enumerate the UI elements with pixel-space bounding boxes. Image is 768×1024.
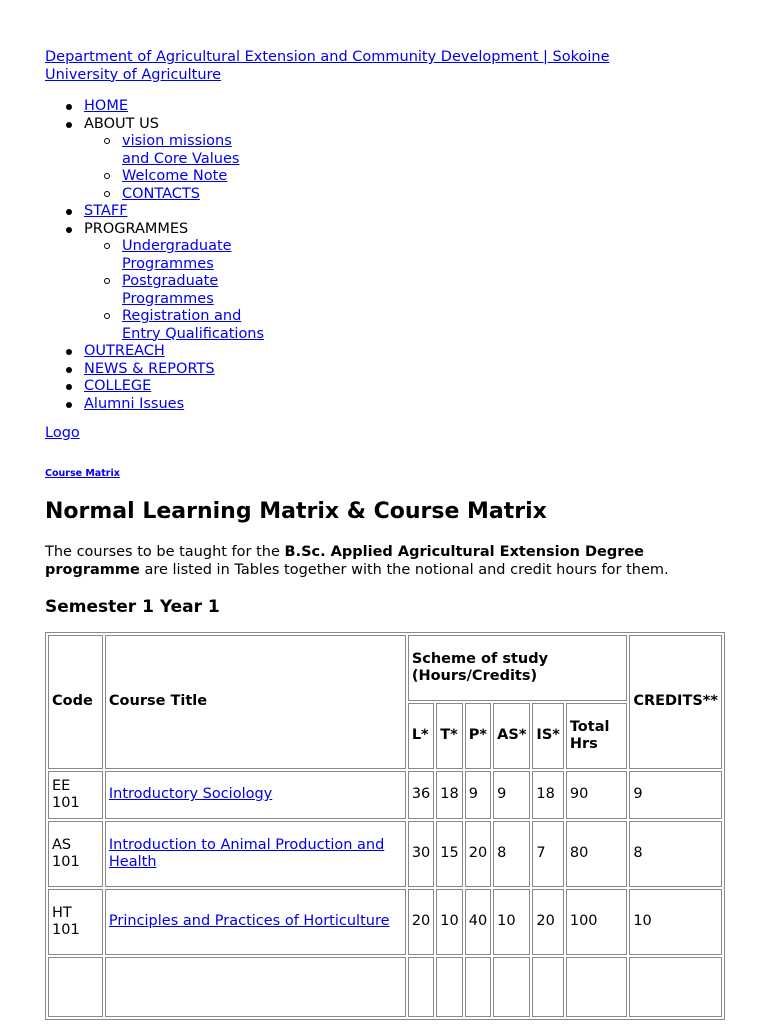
main-nav (45, 98, 345, 413)
cell-total: 80 (566, 821, 627, 887)
cell-p (465, 957, 491, 1017)
table-row (48, 889, 722, 955)
cell-t: 10 (436, 889, 462, 955)
table-header-row (48, 635, 722, 701)
nav-link-college[interactable]: COLLEGE (84, 378, 152, 394)
submenu-item-vision (84, 133, 252, 168)
cell-as: 9 (493, 771, 530, 819)
intro-paragraph (45, 544, 725, 579)
semester-heading: Semester 1 Year 1 (45, 597, 220, 617)
cell-code: AS 101 (48, 821, 103, 887)
nav-link-news[interactable]: NEWS & REPORTS (84, 360, 215, 377)
cell-code: EE 101 (48, 771, 103, 819)
cell-is (532, 957, 563, 1017)
table-row-partial (48, 957, 722, 1017)
cell-total (566, 957, 627, 1017)
header-as: AS* (493, 703, 530, 769)
course-link[interactable]: Principles and Practices of Horticulture (108, 913, 390, 930)
cell-total: 100 (566, 889, 627, 955)
about-submenu (84, 133, 345, 203)
course-matrix-table (45, 632, 725, 1020)
header-is: IS* (532, 703, 563, 769)
nav-link-alumni[interactable]: Alumni Issues (84, 395, 185, 412)
cell-title (105, 957, 406, 1017)
page-title: Normal Learning Matrix & Course Matrix (45, 499, 547, 524)
nav-item-programmes (45, 221, 345, 344)
header-course-title: Course Title (105, 635, 406, 769)
intro-text-after: are listed in Tables together with the notional and credit hours for them. (139, 561, 669, 578)
cell-is: 20 (532, 889, 563, 955)
table-row (48, 821, 722, 887)
cell-credits: 9 (629, 771, 722, 819)
cell-t (436, 957, 462, 1017)
cell-as: 10 (493, 889, 530, 955)
nav-item-home (45, 98, 345, 116)
nav-link-undergraduate[interactable]: Undergraduate Programmes (122, 238, 232, 272)
cell-title (105, 771, 406, 819)
nav-link-registration[interactable]: Registration and Entry Qualifications (122, 308, 265, 342)
nav-item-college (45, 378, 345, 396)
header-total-hrs: Total Hrs (566, 703, 627, 769)
nav-label-about: ABOUT US (84, 115, 159, 132)
header-t: T* (436, 703, 462, 769)
nav-link-outreach[interactable]: OUTREACH (84, 343, 165, 359)
nav-link-postgraduate[interactable]: Postgraduate Programmes (122, 273, 219, 307)
cell-t: 15 (436, 821, 462, 887)
header-l: L* (408, 703, 434, 769)
cell-credits (629, 957, 722, 1017)
submenu-item-contacts (84, 186, 252, 204)
submenu-item-welcome (84, 168, 252, 186)
logo-link[interactable]: Logo (45, 425, 80, 441)
course-link[interactable]: Introduction to Animal Production and Health (108, 836, 385, 870)
nav-item-news (45, 361, 345, 379)
nav-item-outreach (45, 343, 345, 361)
submenu-item-undergraduate (84, 238, 252, 273)
cell-code (48, 957, 103, 1017)
header-credits: CREDITS** (629, 635, 722, 769)
header-code: Code (48, 635, 103, 769)
cell-l: 30 (408, 821, 434, 887)
cell-total: 90 (566, 771, 627, 819)
cell-l: 20 (408, 889, 434, 955)
site-title-link[interactable]: Department of Agricultural Extension and Community Development | Sokoine University of Agriculture (45, 49, 610, 83)
cell-p: 9 (465, 771, 491, 819)
cell-credits: 10 (629, 889, 722, 955)
cell-is: 18 (532, 771, 563, 819)
breadcrumb-link[interactable]: Course Matrix (45, 468, 120, 479)
cell-as: 8 (493, 821, 530, 887)
nav-label-programmes: PROGRAMMES (84, 220, 189, 237)
cell-is: 7 (532, 821, 563, 887)
cell-title (105, 821, 406, 887)
nav-item-about (45, 116, 345, 204)
nav-link-home[interactable]: HOME (84, 98, 128, 114)
cell-code: HT 101 (48, 889, 103, 955)
course-link[interactable]: Introductory Sociology (108, 786, 273, 803)
submenu-item-postgraduate (84, 273, 252, 308)
nav-link-contacts[interactable]: CONTACTS (122, 185, 200, 202)
cell-credits: 8 (629, 821, 722, 887)
header-p: P* (465, 703, 491, 769)
intro-programme-name: B.Sc. Applied Agricultural Extension Degree programme (45, 544, 645, 578)
cell-l: 36 (408, 771, 434, 819)
programmes-submenu (84, 238, 345, 343)
cell-p: 40 (465, 889, 491, 955)
nav-link-welcome[interactable]: Welcome Note (122, 168, 228, 184)
cell-t: 18 (436, 771, 462, 819)
header-scheme: Scheme of study (Hours/Credits) (408, 635, 628, 701)
table-row (48, 771, 722, 819)
cell-as (493, 957, 530, 1017)
submenu-item-registration (84, 308, 282, 343)
nav-link-vision[interactable]: vision missions and Core Values (122, 133, 240, 167)
nav-link-staff[interactable]: STAFF (84, 203, 128, 219)
intro-text-before: The courses to be taught for the (45, 544, 285, 560)
cell-l (408, 957, 434, 1017)
nav-item-alumni (45, 396, 345, 414)
cell-title (105, 889, 406, 955)
cell-p: 20 (465, 821, 491, 887)
nav-item-staff (45, 203, 345, 221)
